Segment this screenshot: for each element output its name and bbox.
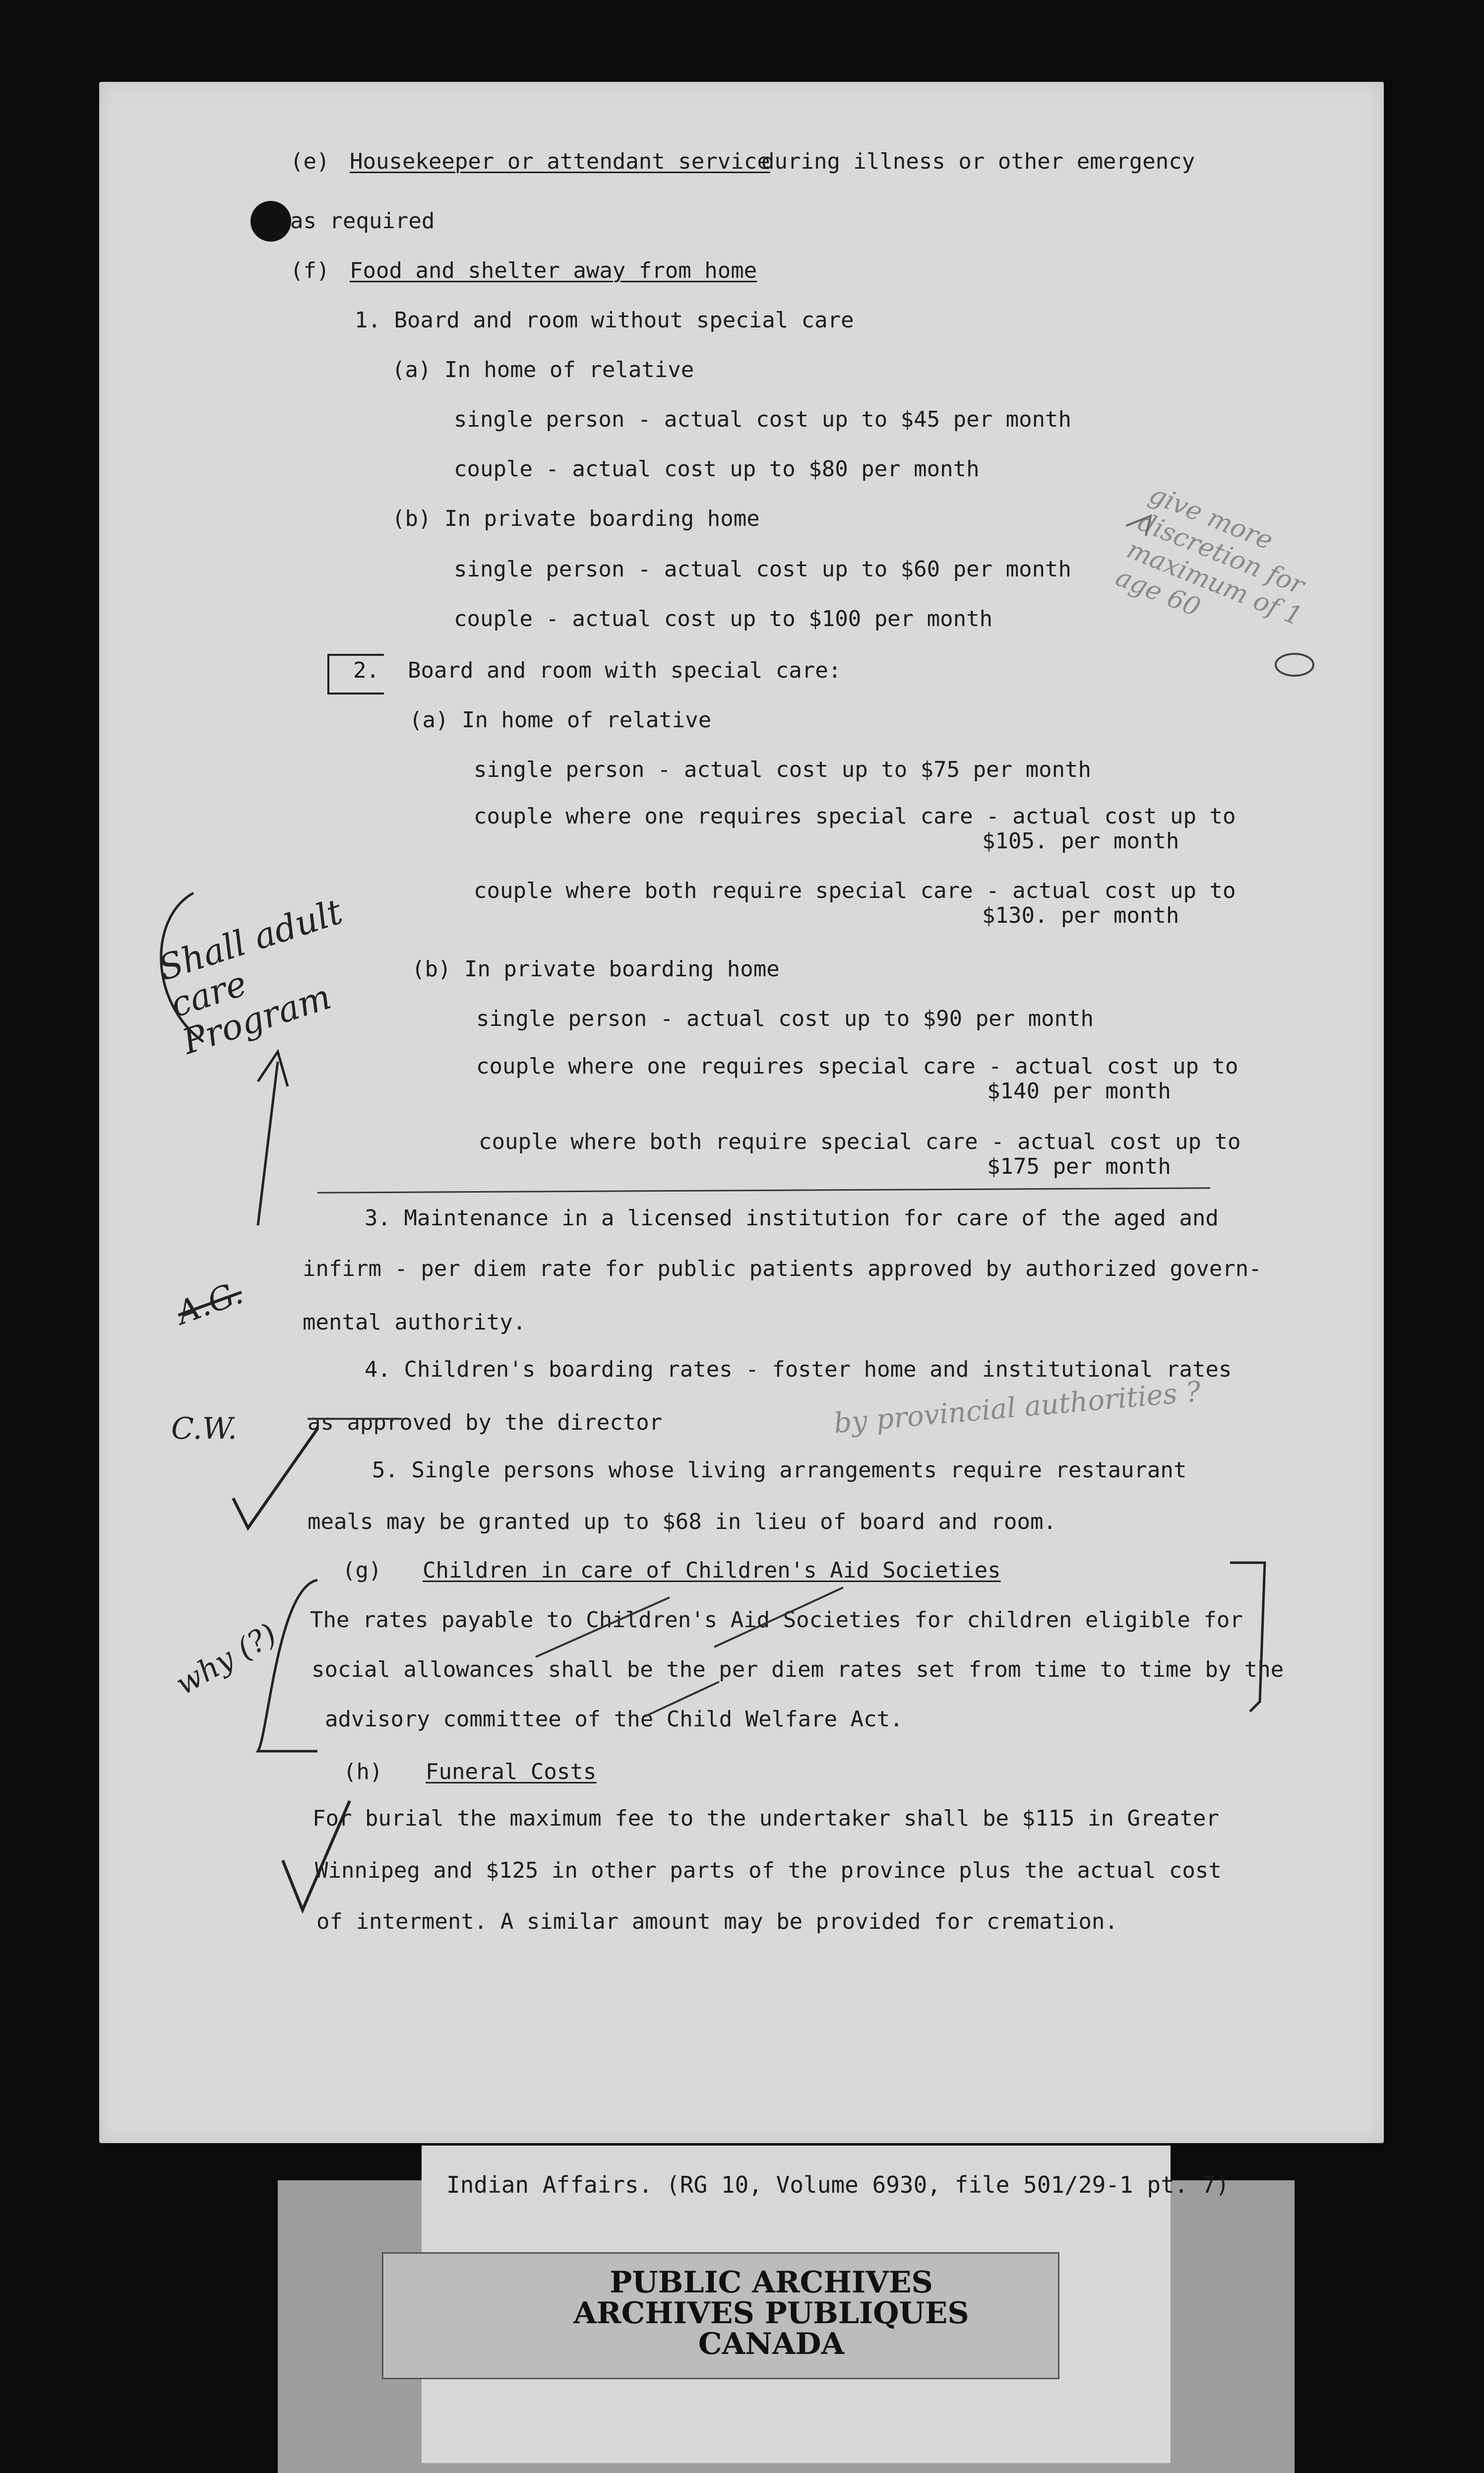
check-mark bbox=[283, 1801, 350, 1910]
item-g-line2: social allowances shall be the per diem rates set from time to time by the bbox=[311, 1657, 1284, 1682]
handwritten-note-cw: C.W. bbox=[171, 1411, 238, 1446]
handwritten-note-program: Shall adult care Program bbox=[153, 891, 347, 1063]
bracket-stroke bbox=[1230, 1563, 1265, 1712]
item-e-marker: (e) bbox=[290, 149, 330, 174]
bracket-stroke bbox=[258, 1580, 317, 1751]
section-3-line1: 3. Maintenance in a licensed institution for care of the aged and bbox=[365, 1205, 1219, 1231]
stamp-line-3: CANADA bbox=[698, 2327, 845, 2361]
handwritten-note-why: why (?) bbox=[170, 1617, 283, 1702]
archive-stamp bbox=[556, 2267, 987, 2359]
section-2b-both-line1: couple where both require special care - actual cost up to bbox=[479, 1129, 1241, 1154]
item-g-heading: Children in care of Children's Aid Societies bbox=[423, 1558, 1001, 1583]
item-h-line2: Winnipeg and $125 in other parts of the province plus the actual cost bbox=[315, 1858, 1222, 1883]
section-2b-one-line2: $140 per month bbox=[987, 1078, 1171, 1104]
section-2a-one-line2: $105. per month bbox=[982, 828, 1179, 854]
section-1b-single: single person - actual cost up to $60 per month bbox=[454, 557, 1072, 582]
section-3-line2: infirm - per diem rate for public patients approved by authorized govern- bbox=[303, 1256, 1262, 1281]
section-2b-label: (b) In private boarding home bbox=[412, 956, 780, 982]
archive-citation: Indian Affairs. (RG 10, Volume 6930, file 501/29-1 pt. 7) bbox=[446, 2171, 1230, 2198]
item-h-line3: of interment. A similar amount may be provided for cremation. bbox=[316, 1909, 1118, 1934]
item-h-line1: For burial the maximum fee to the undertaker shall be $115 in Greater bbox=[312, 1806, 1219, 1831]
pointer-arrow bbox=[258, 1052, 288, 1225]
section-2-number: 2. bbox=[353, 658, 379, 683]
item-e-continuation: as required bbox=[290, 208, 435, 234]
section-1-title: 1. Board and room without special care bbox=[355, 308, 854, 333]
section-2a-both-line1: couple where both require special care - actual cost up to bbox=[474, 878, 1236, 903]
section-2a-one-line1: couple where one requires special care - actual cost up to bbox=[474, 804, 1236, 829]
item-g-line1: The rates payable to Children's Aid Societies for children eligible for bbox=[310, 1607, 1243, 1633]
cross-out-stroke bbox=[536, 1587, 843, 1716]
section-4-line1: 4. Children's boarding rates - foster home and institutional rates bbox=[365, 1357, 1232, 1382]
section-1b-couple: couple - actual cost up to $100 per month bbox=[454, 606, 993, 632]
handwritten-note-provincial: by provincial authorities ? bbox=[832, 1375, 1202, 1440]
item-e-heading: Housekeeper or attendant service bbox=[350, 149, 770, 174]
handwritten-note-ag: A.G. bbox=[172, 1274, 248, 1332]
item-g-line3: advisory committee of the Child Welfare Act. bbox=[325, 1707, 903, 1732]
bracket-stroke bbox=[161, 893, 203, 1042]
stamp-line-2: ARCHIVES PUBLIQUES bbox=[573, 2296, 969, 2331]
circle-mark bbox=[1276, 654, 1313, 676]
item-h-heading: Funeral Costs bbox=[426, 1759, 597, 1784]
check-mark bbox=[233, 1429, 317, 1528]
margin-tick bbox=[1126, 516, 1151, 536]
section-2a-label: (a) In home of relative bbox=[409, 707, 712, 733]
item-f-heading: Food and shelter away from home bbox=[350, 258, 757, 283]
section-5-line2: meals may be granted up to $68 in lieu of board and room. bbox=[308, 1509, 1056, 1534]
section-1a-single: single person - actual cost up to $45 per month bbox=[454, 407, 1072, 432]
section-4-line2: as approved by the director bbox=[308, 1410, 663, 1435]
item-e-text: during illness or other emergency bbox=[761, 149, 1195, 174]
section-3-line3: mental authority. bbox=[303, 1310, 526, 1335]
item-f-marker: (f) bbox=[290, 258, 330, 283]
section-2b-single: single person - actual cost up to $90 per month bbox=[476, 1006, 1094, 1031]
section-5-line1: 5. Single persons whose living arrangements require restaurant bbox=[372, 1458, 1187, 1483]
section-2a-single: single person - actual cost up to $75 per month bbox=[474, 757, 1092, 782]
section-1a-couple: couple - actual cost up to $80 per month bbox=[454, 456, 980, 482]
section-2b-one-line1: couple where one requires special care - actual cost up to bbox=[476, 1054, 1238, 1079]
handwritten-note-right-margin: give more discretion for maximum of 1 age 60 bbox=[1112, 479, 1309, 632]
section-1b-label: (b) In private boarding home bbox=[392, 506, 760, 531]
section-2-title: Board and room with special care: bbox=[408, 658, 842, 683]
item-h-marker: (h) bbox=[343, 1759, 383, 1784]
section-2a-both-line2: $130. per month bbox=[982, 903, 1179, 928]
section-2b-both-line2: $175 per month bbox=[987, 1154, 1171, 1179]
item-g-marker: (g) bbox=[342, 1558, 382, 1583]
stamp-line-1: PUBLIC ARCHIVES bbox=[610, 2265, 933, 2300]
section-1a-label: (a) In home of relative bbox=[392, 357, 694, 382]
